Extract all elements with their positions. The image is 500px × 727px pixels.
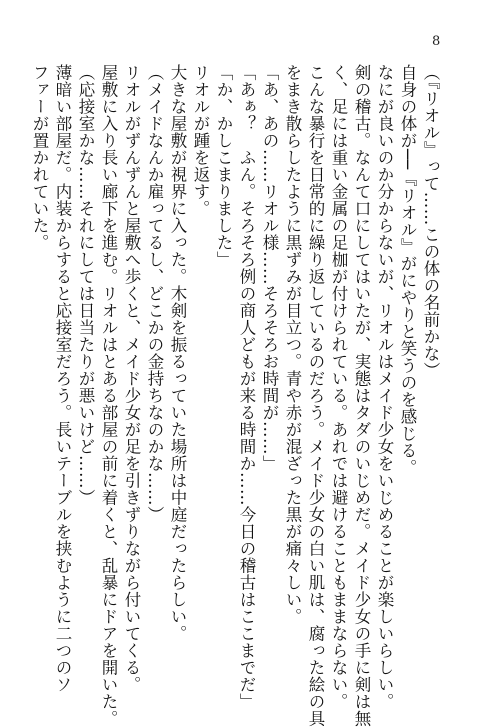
text-line: （『リオル』って……この体の名前かな） [421,64,440,379]
text-line: 「あ、あの……リオル様……そろそろお時間が……」 [260,64,279,472]
novel-text-body [30,64,442,727]
text-line: 自身の体が──『リオル』がにやりと笑うのを感じる。 [398,64,417,476]
text-line: 「か、かしこまりました」 [214,64,233,268]
text-line: （応接室かな……それにしては日当たりが悪いけど……） [76,64,95,506]
text-line: をまき散らしたように黒ずみが目立つ。青や赤が混ざった黒が痛々しい。 [283,64,302,625]
text-line: ファーが置かれていた。 [30,64,49,251]
text-line: なにが良いのか分からないが、リオルはメイド少女をいじめることが楽しいらしい。 [375,64,394,710]
text-line: リオルがずんずんと屋敷へ歩くと、メイド少女が足を引きずりながら付いてくる。 [122,64,141,693]
text-line: （メイドなんか雇ってるし、どこかの金持ちなのかな……） [145,64,164,523]
text-line: こんな暴行を日常的に繰り返しているのだろう。メイド少女の白い肌は、腐った絵の具 [306,64,325,727]
text-line: 薄暗い部屋だ。内装からすると応接室だろう。長いテーブルを挟むように二つのソ [53,64,72,693]
text-line: く、足には重い金属の足枷が付けられている。あれでは避けることもままならない。 [329,64,348,710]
text-line: 屋敷に入り長い廊下を進む。リオルはとある部屋の前に着くと、乱暴にドアを開いた。 [99,64,118,727]
text-line: 剣の稽古。なんて口にしてはいたが、実態はタダのいじめだ。メイド少女の手に剣は無 [352,64,371,727]
text-line: リオルが踵を返す。 [191,64,210,217]
text-line: 「あぁ？ ふん。そろそろ例の商人どもが来る時間か……今日の稽古はここまでだ」 [237,64,256,710]
page-number: 8 [432,34,441,49]
text-line: 大きな屋敷が視界に入った。木剣を振るっていた場所は中庭だったらしい。 [168,64,187,642]
